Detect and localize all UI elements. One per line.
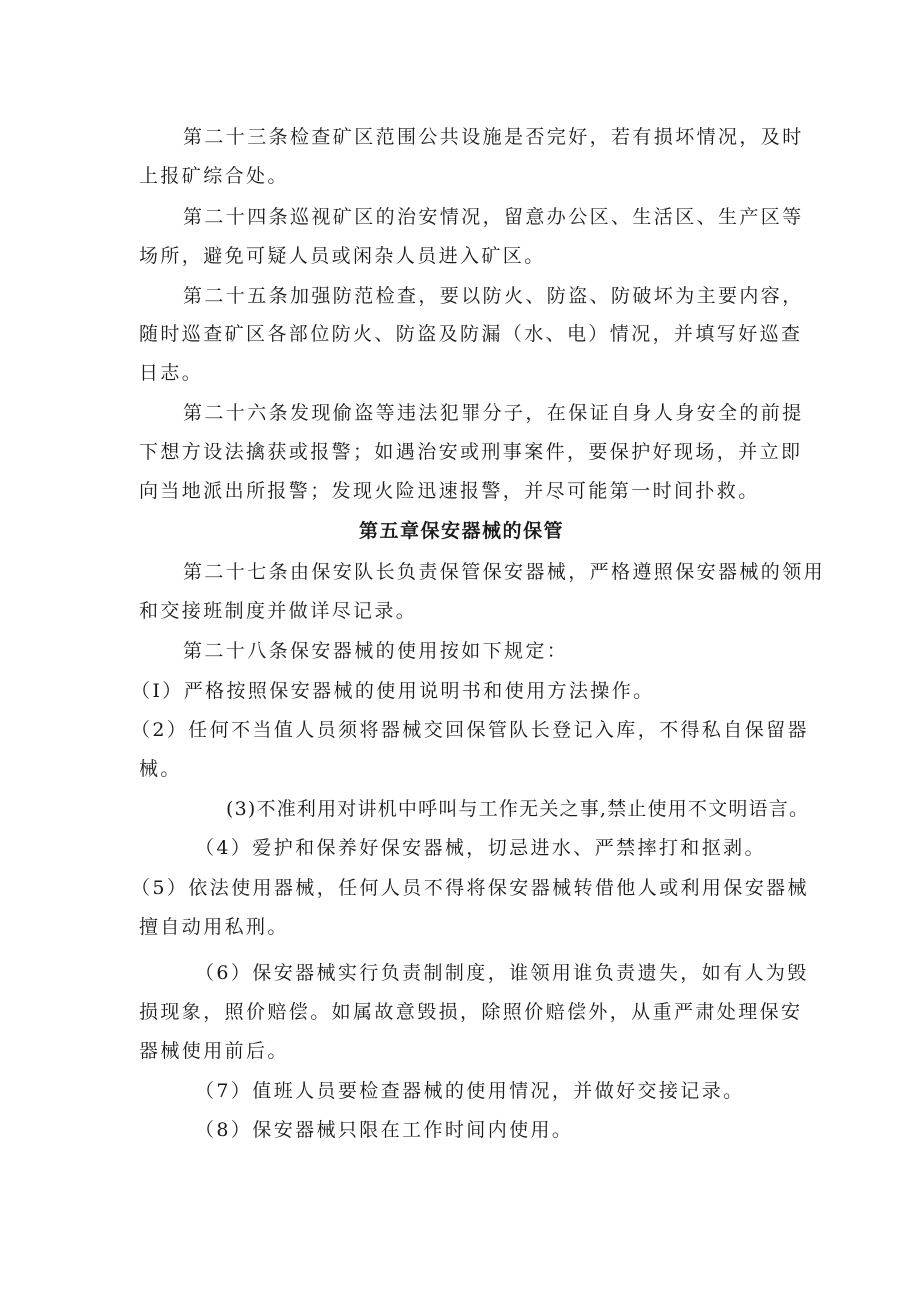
article-25-line-1: 第二十五条加强防范检查，要以防火、防盗、防破坏为主要内容， [183,285,804,307]
article-27-line-2: 和交接班制度并做详尽记录。 [139,600,418,622]
article-28-item-5-line-2: 擅自动用私刑。 [139,916,289,938]
article-28-item-8: （8）保安器械只限在工作时间内使用。 [195,1119,574,1141]
article-23-line-1: 第二十三条检查矿区范围公共设施是否完好，若有损坏情况，及时 [183,126,804,148]
article-28-item-1: （I）严格按照保安器械的使用说明书和使用方法操作。 [131,680,655,702]
article-28-intro: 第二十八条保安器械的使用按如下规定： [183,640,569,662]
article-28-item-6-line-2: 损现象，照价赔偿。如属故意毁损，除照价赔偿外，从重严肃处理保安 [139,1001,803,1023]
article-23-line-2: 上报矿综合处。 [139,165,289,187]
article-24-line-2: 场所，避免可疑人员或闲杂人员进入矿区。 [139,245,546,267]
article-28-item-2-line-1: （2）任何不当值人员须将器械交回保管队长登记入库，不得私自保留器 [131,719,809,741]
article-28-item-5-line-1: （5）依法使用器械，任何人员不得将保安器械转借他人或利用保安器械 [131,877,809,899]
article-28-item-7: （7）值班人员要检查器械的使用情况，并做好交接记录。 [195,1080,745,1102]
article-26-line-2: 下想方设法擒获或报警；如遇治安或刑事案件，要保护好现场，并立即 [139,441,803,463]
article-25-line-2: 随时巡查矿区各部位防火、防盗及防漏（水、电）情况，并填写好巡查 [139,323,803,345]
article-28-item-2-line-2: 械。 [139,758,182,780]
article-28-item-3: (3)不准利用对讲机中呼叫与工作无关之事,禁止使用不文明语言。 [226,798,810,820]
article-25-line-3: 日志。 [139,362,204,384]
article-28-item-4: （4）爱护和保养好保安器械，切忌进水、严禁摔打和抠剥。 [195,837,766,859]
article-24-line-1: 第二十四条巡视矿区的治安情况，留意办公区、生活区、生产区等 [183,206,804,228]
article-26-line-3: 向当地派出所报警；发现火险迅速报警，并尽可能第一时间扑救。 [139,480,760,502]
article-28-item-6-line-1: （6）保安器械实行负责制制度，谁领用谁负责遗失，如有人为毁 [195,962,809,984]
article-28-item-6-line-3: 器械使用前后。 [139,1040,289,1062]
chapter-5-heading: 第五章保安器械的保管 [359,520,565,542]
article-26-line-1: 第二十六条发现偷盗等违法犯罪分子，在保证自身人身安全的前提 [183,402,804,424]
article-27-line-1: 第二十七条由保安队长负责保管保安器械，严格遵照保安器械的领用 [183,561,826,583]
